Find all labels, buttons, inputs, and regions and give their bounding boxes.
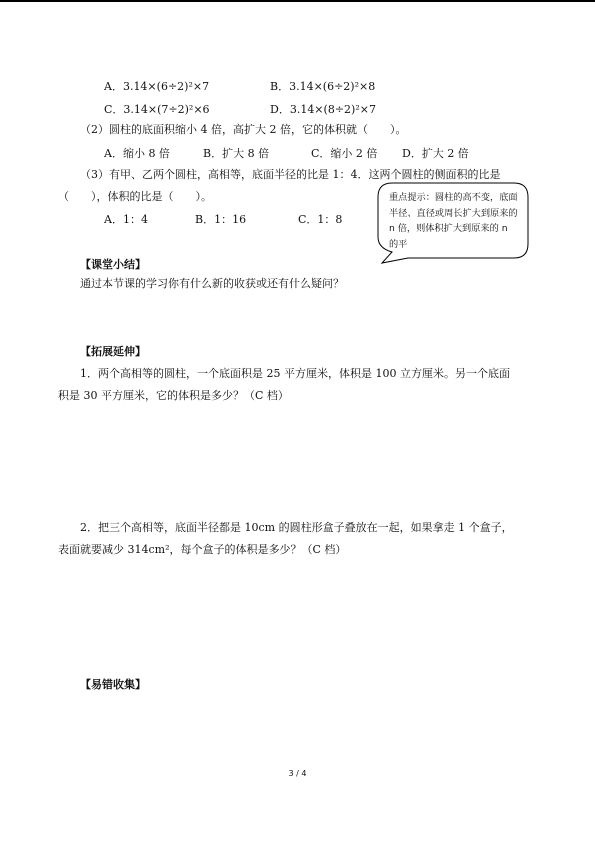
errors-heading: 【易错收集】 — [80, 678, 146, 691]
q3-stem-line2: （ ），体积的比是（ ）。 — [58, 190, 212, 203]
q3-stem-line1: （3）有甲、乙两个圆柱，高相等，底面半径的比是 1：4．这两个圆柱的侧面积的比是 — [80, 168, 501, 181]
q2-option-c: C．缩小 2 倍 — [311, 147, 378, 160]
q2-stem: （2）圆柱的底面积缩小 4 倍，高扩大 2 倍，它的体积就（ ）。 — [80, 123, 407, 136]
q3-option-c: C．1：8 — [298, 213, 343, 226]
q1-option-c: C．3.14×(7÷2)²×6 — [104, 103, 210, 116]
summary-heading: 【课堂小结】 — [80, 258, 146, 271]
summary-text: 通过本节课的学习你有什么新的收获或还有什么疑问？ — [80, 277, 344, 290]
extension-problem2-line1: 2．把三个高相等，底面半径都是 10cm 的圆柱形盒子叠放在一起，如果拿走 1 个盒子， — [80, 521, 513, 534]
extension-problem1-line1: 1．两个高相等的圆柱，一个底面积是 25 平方厘米，体积是 100 立方厘米。另一个底面 — [80, 367, 510, 380]
q2-option-b: B．扩大 8 倍 — [203, 147, 270, 160]
hint-callout — [374, 182, 530, 262]
q1-option-b: B．3.14×(6÷2)²×8 — [270, 80, 376, 93]
q3-option-a: A．1：4 — [104, 213, 148, 226]
extension-problem2-line2: 表面就要减少 314cm²，每个盒子的体积是多少？（C 档） — [58, 543, 347, 556]
q1-option-d: D．3.14×(8÷2)²×7 — [270, 103, 376, 116]
extension-heading: 【拓展延伸】 — [80, 345, 146, 358]
extension-problem1-line2: 积是 30 平方厘米，它的体积是多少？（C 档） — [58, 389, 289, 402]
q2-option-a: A．缩小 8 倍 — [104, 147, 170, 160]
callout-text: 重点提示：圆柱的高不变，底面半径、直径或周长扩大到原来的 n 倍，则体积扩大到原来的 n 的平 — [389, 192, 518, 250]
q2-option-d: D．扩大 2 倍 — [402, 147, 469, 160]
q3-option-b: B．1：16 — [195, 213, 247, 226]
page-number: 3 / 4 — [288, 769, 307, 778]
q1-option-a: A．3.14×(6÷2)²×7 — [104, 80, 210, 93]
page-top-rule — [0, 0, 595, 2]
